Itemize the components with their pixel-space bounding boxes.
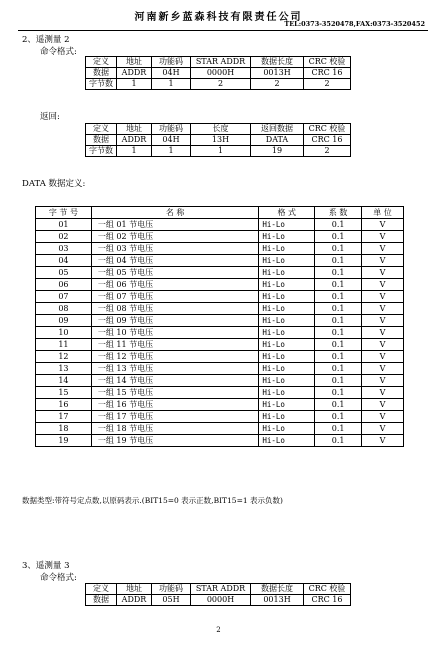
table-row — [36, 399, 404, 411]
table-cell: 04H — [152, 68, 191, 79]
table-cell: 功能码 — [152, 124, 191, 135]
table-cell: 19 — [251, 146, 304, 157]
table-cell: 一组 07 节电压 — [91, 291, 258, 303]
table-cell: 0.1 — [315, 279, 362, 291]
table-cell: CRC 16 — [304, 68, 351, 79]
data-definition-table — [35, 206, 404, 447]
data-type-note: 数据类型:带符号定点数,以原码表示.(BIT15=0 表示正数,BIT15=1 表示负数) — [22, 496, 283, 505]
table-cell: DATA — [251, 135, 304, 146]
table-cell: 18 — [36, 423, 92, 435]
table-cell: 一组 13 节电压 — [91, 363, 258, 375]
table-cell: 03 — [36, 243, 92, 255]
table-cell: 01 — [36, 219, 92, 231]
section3-command-table — [85, 583, 351, 606]
table-row — [36, 423, 404, 435]
table-cell: V — [362, 387, 404, 399]
section2-title: 2、遥测量 2 — [22, 35, 70, 45]
table-cell: 定义 — [86, 124, 117, 135]
table-row — [36, 375, 404, 387]
table-cell: 0013H — [251, 595, 304, 606]
table-cell: Hi-Lo — [259, 267, 315, 279]
table-cell: 一组 17 节电压 — [91, 411, 258, 423]
column-header: 格 式 — [259, 207, 315, 219]
table-cell: 数据 — [86, 135, 117, 146]
header-rule — [18, 30, 428, 31]
table-row — [36, 303, 404, 315]
table-cell: Hi-Lo — [259, 255, 315, 267]
column-header: 系 数 — [315, 207, 362, 219]
table-cell: 13 — [36, 363, 92, 375]
table-cell: 一组 08 节电压 — [91, 303, 258, 315]
section2-return-label: 返回: — [40, 112, 60, 122]
table-cell: V — [362, 267, 404, 279]
table-cell: CRC 16 — [304, 595, 351, 606]
table-row — [36, 291, 404, 303]
table-cell: 0.1 — [315, 339, 362, 351]
table-cell: 0.1 — [315, 411, 362, 423]
table-row — [36, 411, 404, 423]
section2-cmd-row-bytes — [86, 79, 351, 90]
table-cell: Hi-Lo — [259, 231, 315, 243]
table-cell: 字节数 — [86, 146, 117, 157]
section2-command-table — [85, 56, 351, 90]
table-cell: V — [362, 375, 404, 387]
table-cell: V — [362, 243, 404, 255]
table-cell: 1 — [117, 79, 152, 90]
table-cell: 0.1 — [315, 423, 362, 435]
table-cell: V — [362, 411, 404, 423]
table-cell: 地址 — [117, 124, 152, 135]
table-cell: 0.1 — [315, 315, 362, 327]
table-cell: Hi-Lo — [259, 291, 315, 303]
table-cell: CRC 校验 — [304, 124, 351, 135]
table-cell: 12 — [36, 351, 92, 363]
table-cell: 09 — [36, 315, 92, 327]
section2-cmd-row-data — [86, 68, 351, 79]
table-cell: 06 — [36, 279, 92, 291]
table-row — [36, 243, 404, 255]
table-cell: 0000H — [191, 595, 251, 606]
table-cell: V — [362, 231, 404, 243]
table-cell: 一组 10 节电压 — [91, 327, 258, 339]
table-cell: 16 — [36, 399, 92, 411]
table-cell: Hi-Lo — [259, 435, 315, 447]
company-name: 河南新乡蓝森科技有限责任公司 — [134, 12, 303, 23]
table-cell: V — [362, 279, 404, 291]
table-cell: 0.1 — [315, 243, 362, 255]
section2-ret-row-header — [86, 124, 351, 135]
table-cell: 字节数 — [86, 79, 117, 90]
table-cell: 19 — [36, 435, 92, 447]
section2-cmd-label: 命令格式: — [40, 47, 77, 57]
table-cell: V — [362, 315, 404, 327]
table-cell: Hi-Lo — [259, 303, 315, 315]
table-cell: 0.1 — [315, 375, 362, 387]
table-cell: V — [362, 327, 404, 339]
table-row — [36, 279, 404, 291]
section2-ret-row-data — [86, 135, 351, 146]
table-cell: 一组 18 节电压 — [91, 423, 258, 435]
table-cell: V — [362, 219, 404, 231]
table-cell: 05H — [152, 595, 191, 606]
table-row — [36, 219, 404, 231]
table-cell: 17 — [36, 411, 92, 423]
table-cell: 数据长度 — [251, 57, 304, 68]
table-cell: 04 — [36, 255, 92, 267]
table-cell: Hi-Lo — [259, 387, 315, 399]
section2-ret-row-bytes — [86, 146, 351, 157]
table-cell: 2 — [251, 79, 304, 90]
table-cell: 一组 15 节电压 — [91, 387, 258, 399]
table-row — [36, 231, 404, 243]
table-cell: V — [362, 363, 404, 375]
table-cell: V — [362, 423, 404, 435]
table-cell: 0.1 — [315, 327, 362, 339]
table-cell: 一组 09 节电压 — [91, 315, 258, 327]
table-row — [36, 363, 404, 375]
table-cell: 07 — [36, 291, 92, 303]
table-cell: Hi-Lo — [259, 315, 315, 327]
table-row — [36, 267, 404, 279]
table-cell: 1 — [152, 79, 191, 90]
table-cell: 0000H — [191, 68, 251, 79]
page-number: 2 — [216, 626, 221, 634]
table-cell: 0.1 — [315, 363, 362, 375]
table-cell: 10 — [36, 327, 92, 339]
table-cell: V — [362, 255, 404, 267]
table-cell: 一组 14 节电压 — [91, 375, 258, 387]
table-row — [36, 339, 404, 351]
table-cell: ADDR — [117, 595, 152, 606]
table-cell: 02 — [36, 231, 92, 243]
table-cell: 数据 — [86, 595, 117, 606]
table-cell: V — [362, 435, 404, 447]
table-cell: Hi-Lo — [259, 423, 315, 435]
table-cell: 功能码 — [152, 584, 191, 595]
table-cell: CRC 校验 — [304, 584, 351, 595]
table-cell: 1 — [117, 146, 152, 157]
table-cell: 0.1 — [315, 351, 362, 363]
table-cell: 11 — [36, 339, 92, 351]
table-cell: 一组 01 节电压 — [91, 219, 258, 231]
table-cell: 14 — [36, 375, 92, 387]
table-cell: V — [362, 399, 404, 411]
table-cell: 1 — [152, 146, 191, 157]
table-cell: 地址 — [117, 584, 152, 595]
table-cell: 05 — [36, 267, 92, 279]
table-cell: ADDR — [117, 135, 152, 146]
table-cell: STAR ADDR — [191, 57, 251, 68]
column-header: 字 节 号 — [36, 207, 92, 219]
table-cell: Hi-Lo — [259, 327, 315, 339]
table-cell: 返回数据 — [251, 124, 304, 135]
table-cell: 一组 03 节电压 — [91, 243, 258, 255]
table-cell: CRC 16 — [304, 135, 351, 146]
table-cell: 04H — [152, 135, 191, 146]
table-cell: Hi-Lo — [259, 411, 315, 423]
column-header: 单 位 — [362, 207, 404, 219]
table-cell: CRC 校验 — [304, 57, 351, 68]
table-row — [36, 351, 404, 363]
table-cell: 0.1 — [315, 255, 362, 267]
table-cell: V — [362, 291, 404, 303]
table-cell: 2 — [191, 79, 251, 90]
table-cell: 数据 — [86, 68, 117, 79]
table-cell: ADDR — [117, 68, 152, 79]
table-cell: 2 — [304, 146, 351, 157]
table-cell: V — [362, 303, 404, 315]
contact-info: TEL:0373-3520478,FAX:0373-3520452 — [284, 20, 425, 28]
table-cell: Hi-Lo — [259, 351, 315, 363]
table-cell: V — [362, 339, 404, 351]
table-cell: 0.1 — [315, 291, 362, 303]
table-cell: 1 — [191, 146, 251, 157]
data-definition-title: DATA 数据定义: — [22, 179, 86, 189]
table-cell: Hi-Lo — [259, 243, 315, 255]
table-row — [36, 315, 404, 327]
section3-cmd-row-header — [86, 584, 351, 595]
table-cell: 一组 04 节电压 — [91, 255, 258, 267]
table-cell: 功能码 — [152, 57, 191, 68]
column-header: 名 称 — [91, 207, 258, 219]
table-cell: 一组 02 节电压 — [91, 231, 258, 243]
table-cell: V — [362, 351, 404, 363]
table-cell: 13H — [191, 135, 251, 146]
table-cell: 0.1 — [315, 435, 362, 447]
table-cell: 一组 12 节电压 — [91, 351, 258, 363]
table-cell: 0.1 — [315, 387, 362, 399]
table-cell: 08 — [36, 303, 92, 315]
table-cell: 0.1 — [315, 219, 362, 231]
table-cell: STAR ADDR — [191, 584, 251, 595]
table-cell: 一组 11 节电压 — [91, 339, 258, 351]
table-cell: Hi-Lo — [259, 339, 315, 351]
table-cell: Hi-Lo — [259, 279, 315, 291]
section3-cmd-row-data — [86, 595, 351, 606]
section2-cmd-row-header — [86, 57, 351, 68]
table-cell: 一组 06 节电压 — [91, 279, 258, 291]
table-cell: 定义 — [86, 584, 117, 595]
table-cell: 15 — [36, 387, 92, 399]
table-cell: 0.1 — [315, 399, 362, 411]
table-cell: 一组 05 节电压 — [91, 267, 258, 279]
table-cell: 0.1 — [315, 267, 362, 279]
table-cell: Hi-Lo — [259, 219, 315, 231]
table-cell: 定义 — [86, 57, 117, 68]
table-cell: 一组 19 节电压 — [91, 435, 258, 447]
section3-cmd-label: 命令格式: — [40, 573, 77, 583]
table-cell: 地址 — [117, 57, 152, 68]
table-row — [36, 255, 404, 267]
table-cell: Hi-Lo — [259, 399, 315, 411]
table-row — [36, 435, 404, 447]
table-row — [36, 327, 404, 339]
table-cell: Hi-Lo — [259, 363, 315, 375]
table-cell: 0.1 — [315, 231, 362, 243]
section3-title: 3、遥测量 3 — [22, 561, 70, 571]
table-row — [36, 387, 404, 399]
section2-return-table — [85, 123, 351, 157]
table-cell: 一组 16 节电压 — [91, 399, 258, 411]
table-cell: 数据长度 — [251, 584, 304, 595]
table-cell: 0.1 — [315, 303, 362, 315]
table-cell: 长度 — [191, 124, 251, 135]
table-cell: 0013H — [251, 68, 304, 79]
table-cell: Hi-Lo — [259, 375, 315, 387]
table-cell: 2 — [304, 79, 351, 90]
